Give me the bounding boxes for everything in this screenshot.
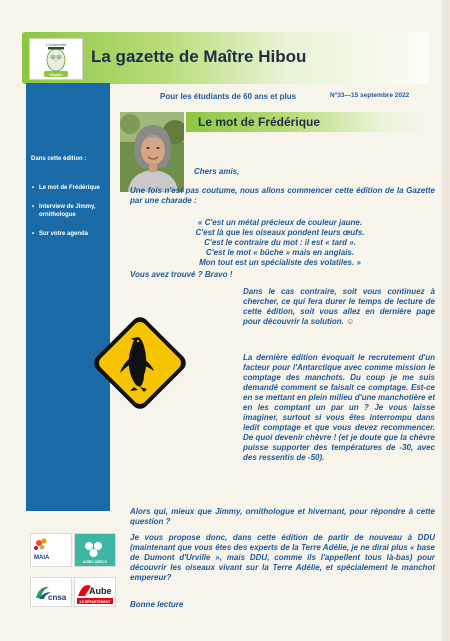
charade-line: C'est là que les oiseaux pondent leurs œufs. xyxy=(195,228,365,237)
paragraph-4: Je vous propose donc, dans cette édition de partir de nouveau à DDU (maintenant que vous êtes des experts de la Terre Adélie, je ne dirai plus « base de Dumont d'Urville », mais DDU, comme ils l'appellent tous là-bas) pour découvrir les oiseaux vivant sur la Terre Adélie, et spécialement le manchot empereur? xyxy=(130,533,435,582)
issue-number: N°33—15 septembre 2022 xyxy=(330,92,410,99)
charade-line: « C'est un métal précieux de couleur jaune. xyxy=(197,218,363,227)
aube-label: Aube xyxy=(89,586,112,596)
logo-text-bottom: Séguin xyxy=(49,72,63,77)
charade-line: Mon tout est un spécialiste des volatiles. » xyxy=(199,258,361,267)
sidebar-contents-list xyxy=(32,184,108,248)
sidebar-heading: Dans cette édition : xyxy=(31,156,87,162)
sidebar xyxy=(26,83,110,511)
charade-line: C'est le contraire du mot : il est « tard ». xyxy=(204,238,356,247)
greeting: Chers amis, xyxy=(194,167,240,176)
audience-line: Pour les étudiants de 60 ans et plus xyxy=(160,92,297,101)
cnsa-label: cnsa xyxy=(48,593,67,602)
agirc-label: AGIRC ARRCO xyxy=(82,560,108,564)
charade-line: C'est le mot « bûche » mais en anglais. xyxy=(205,248,355,257)
paragraph-1: Dans le cas contraire, soit vous continuez à chercher, ce qui fera durer le temps de lecture de cette édition, soit vous allez en dernière page pour découvrir la solution. ☺ xyxy=(243,287,435,326)
penguin-crossing-sign xyxy=(84,307,196,419)
agirc-arrco-logo xyxy=(74,533,116,567)
paragraph-3: Alors qui, mieux que Jimmy, ornithologue et hivernant, pour répondre à cette question ? xyxy=(130,507,435,526)
sidebar-item-interview[interactable]: • Interview de Jimmy, ornithologue xyxy=(32,203,108,220)
sidebar-item-le-mot[interactable]: • Le mot de Frédérique xyxy=(32,184,108,193)
maia-label: MAIA xyxy=(34,555,50,561)
maia-logo xyxy=(30,533,72,567)
sidebar-item-agenda[interactable]: • Sur votre agenda xyxy=(32,230,108,239)
intro-paragraph: Une fois n'est pas coutume, nous allons commencer cette édition de la Gazette par une charade : xyxy=(130,186,435,205)
author-photo xyxy=(120,112,184,192)
page-edge xyxy=(442,0,450,641)
university-logo xyxy=(29,38,83,80)
paragraph-2: La dernière édition évoquait le recrutement d'un facteur pour l'Antarctique avec comme mission le comptage des manchots. Du coup je me suis demandé comment se faisait ce comptage. Est-ce en se mettant en plein milieu d'une manchotière et en les comptant un par un ? Je vous laisse imaginer, surtout si vous êtes interrompu dans ledit comptage et que vous devez recommencer. De quoi devenir chèvre ! (et je doute que la chèvre puisse supporter des températures de -30, avec des ressentis de -50). xyxy=(243,353,435,462)
cnsa-logo xyxy=(30,577,72,607)
newsletter-title: La gazette de Maître Hibou xyxy=(91,47,307,66)
aube-sub-label: LE DÉPARTEMENT xyxy=(79,600,111,604)
bravo-line: Vous avez trouvé ? Bravo ! xyxy=(130,270,233,279)
aube-departement-logo xyxy=(74,577,116,607)
section-title: Le mot de Frédérique xyxy=(198,115,321,129)
closing-line: Bonne lecture xyxy=(130,600,184,609)
charade-block xyxy=(130,218,430,268)
logo-text-top: L'Université xyxy=(45,42,67,47)
